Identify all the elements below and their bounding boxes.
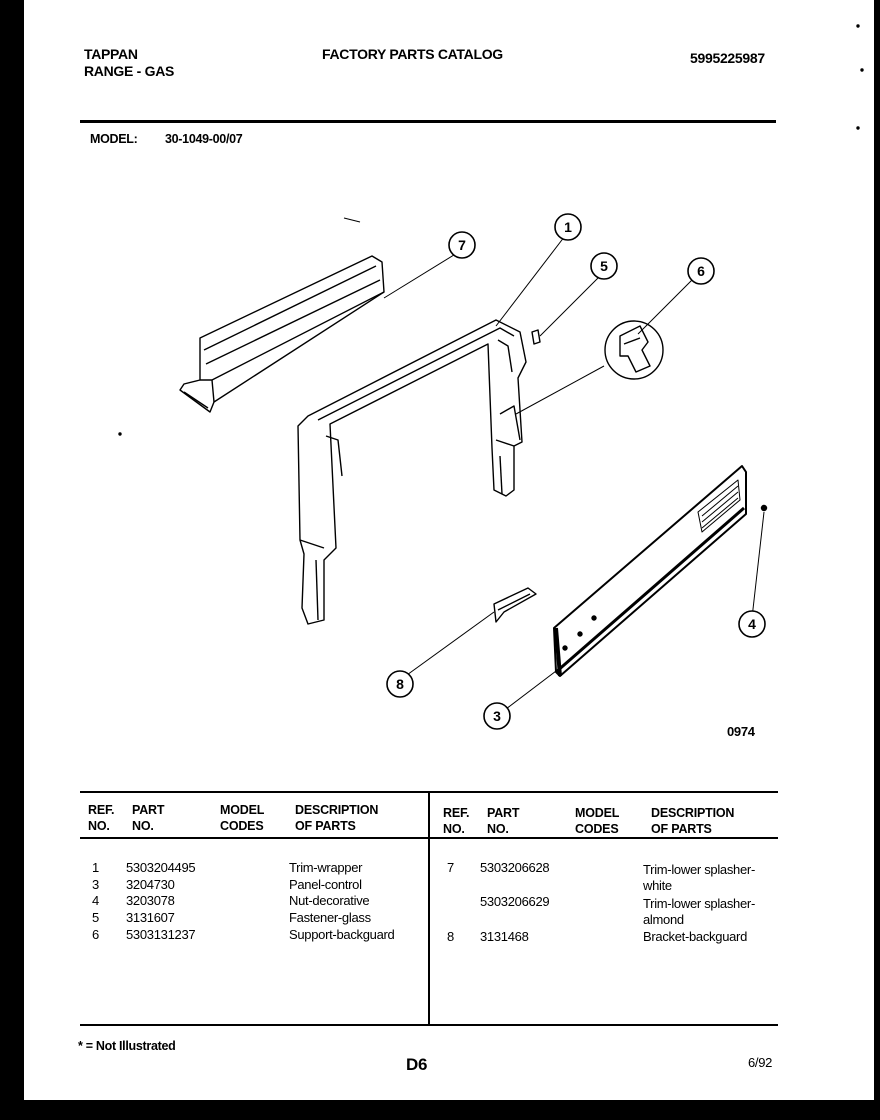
- left-row-1-desc: Trim-wrapper: [289, 860, 363, 875]
- right-row-1-part: 5303206628: [480, 860, 550, 875]
- part-5-fastener-glass: [532, 330, 540, 344]
- left-row-1-ref: 1: [92, 860, 99, 875]
- page-number: D6: [406, 1055, 428, 1074]
- left-row-3-desc: Nut-decorative: [289, 893, 370, 908]
- right-row-3-desc-1: Bracket-backguard: [643, 929, 748, 944]
- left-row-4-ref: 5: [92, 910, 99, 925]
- right-row-1-desc-2: white: [643, 878, 672, 893]
- right-row-1-desc-1: Trim-lower splasher-: [643, 862, 755, 877]
- callout-6-label: 6: [697, 263, 705, 279]
- left-row-2-desc: Panel-control: [289, 877, 362, 892]
- part-1-trim-wrapper: [298, 320, 526, 624]
- right-row-3-part: 3131468: [480, 929, 529, 944]
- model-label: MODEL:: [90, 132, 138, 146]
- left-header-model: MODEL CODES: [220, 803, 265, 833]
- catalog-title: FACTORY PARTS CATALOG: [322, 46, 503, 62]
- part-8-bracket-backguard: [494, 588, 536, 622]
- left-header-part: PART NO.: [132, 803, 165, 833]
- right-header-desc: DESCRIPTION OF PARTS: [651, 806, 735, 836]
- right-row-2-part: 5303206629: [480, 894, 550, 909]
- callout-8-label: 8: [396, 676, 404, 692]
- right-row-1-ref: 7: [447, 860, 454, 875]
- right-header-part: PART NO.: [487, 806, 520, 836]
- left-row-3-part: 3203078: [126, 893, 175, 908]
- left-row-1-part: 5303204495: [126, 860, 196, 875]
- callout-1-label: 1: [564, 219, 572, 235]
- callout-4-label: 4: [748, 616, 756, 632]
- product-type: RANGE - GAS: [84, 63, 175, 79]
- right-row-3-ref: 8: [447, 929, 454, 944]
- right-row-2-desc-2: almond: [643, 912, 684, 927]
- catalog-number: 5995225987: [690, 50, 765, 66]
- right-row-2-desc-1: Trim-lower splasher-: [643, 896, 755, 911]
- table-center-divider: [428, 793, 430, 1025]
- left-row-2-part: 3204730: [126, 877, 175, 892]
- part-7-trim-lower-splasher: [180, 256, 384, 412]
- left-row-5-ref: 6: [92, 927, 99, 942]
- right-header-model: MODEL CODES: [575, 806, 620, 836]
- left-row-3-ref: 4: [92, 893, 99, 908]
- callout-5-label: 5: [600, 258, 608, 274]
- figure-code: 0974: [727, 724, 755, 739]
- table-bottom-rule: [80, 1024, 778, 1026]
- callout-7-label: 7: [458, 237, 466, 253]
- not-illustrated-note: * = Not Illustrated: [78, 1039, 176, 1053]
- callout-3-label: 3: [493, 708, 501, 724]
- revision-date: 6/92: [748, 1055, 773, 1070]
- part-6-support-backguard: [605, 321, 663, 379]
- left-header-desc: DESCRIPTION OF PARTS: [295, 803, 379, 833]
- left-header-ref: REF. NO.: [88, 803, 115, 833]
- part-3-panel-control: [554, 466, 746, 676]
- model-number: 30-1049-00/07: [165, 132, 243, 146]
- left-row-5-desc: Support-backguard: [289, 927, 395, 942]
- left-row-4-part: 3131607: [126, 910, 175, 925]
- brand-name: TAPPAN: [84, 46, 138, 62]
- left-row-2-ref: 3: [92, 877, 99, 892]
- left-row-4-desc: Fastener-glass: [289, 910, 371, 925]
- left-row-5-part: 5303131237: [126, 927, 196, 942]
- part-4-nut-decorative: [762, 506, 767, 511]
- right-header-ref: REF. NO.: [443, 806, 470, 836]
